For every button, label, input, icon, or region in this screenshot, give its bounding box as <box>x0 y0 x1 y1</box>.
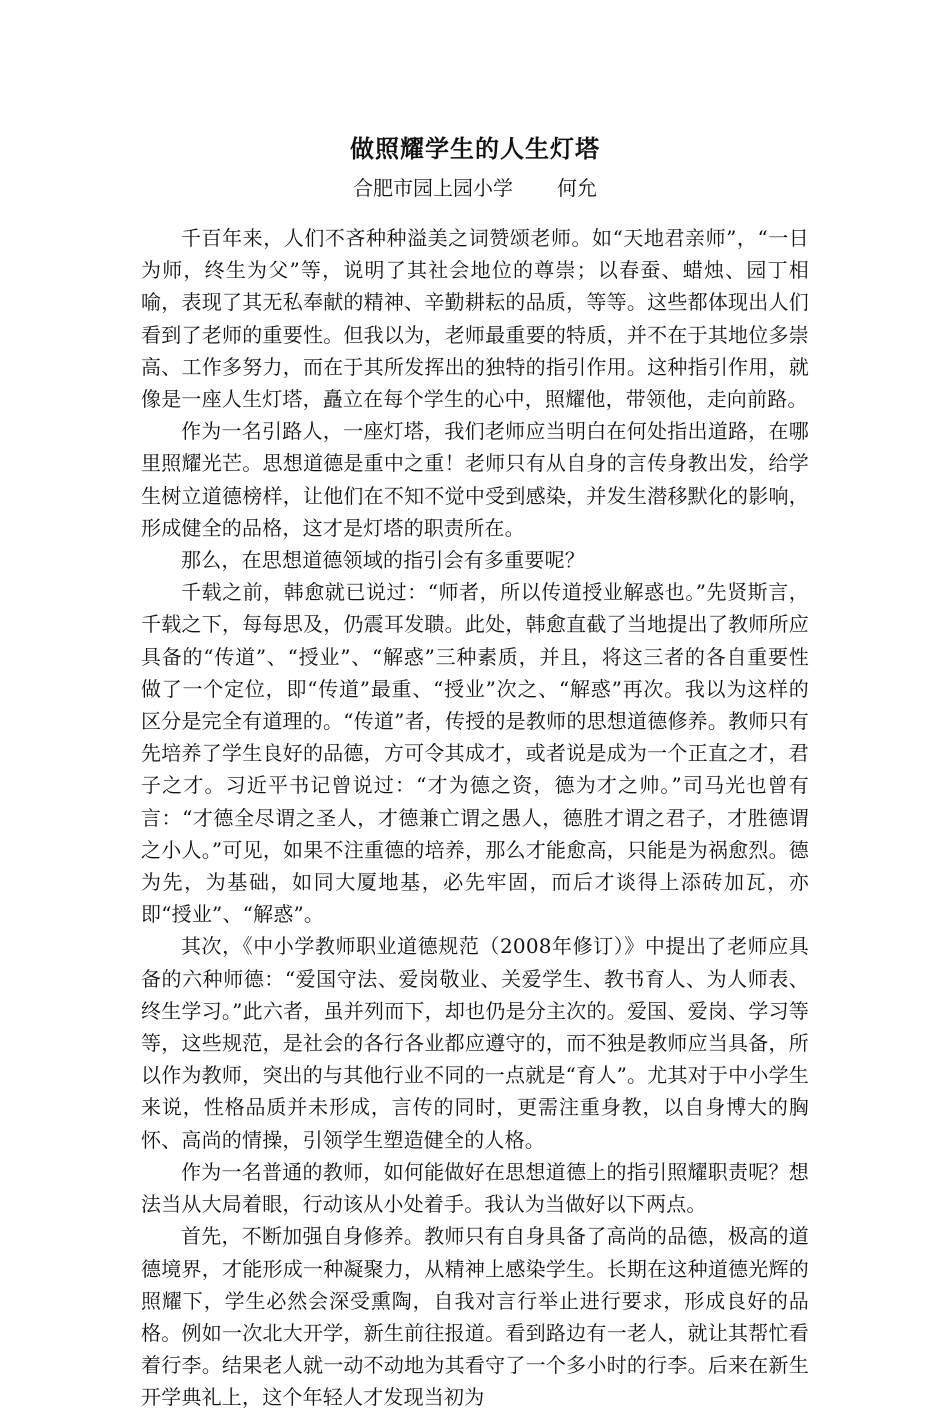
paragraph-5: 其次，《中小学教师职业道德规范（2008年修订）》中提出了老师应具备的六种师德：“爱国守法、爱岗敬业、关爱学生、教书育人、为人师表、终生学习。”此六者，虽并列而下，却也仍是分主次的。爱国、爱岗、学习等等，这些规范，是社会的各行各业都应遵守的，而不独是教师应当具备，所以作为教师，突出的与其他行业不同的一点就是“育人”。尤其对于中小学生来说，性格品质并未形成，言传的同时，更需注重身教，以自身博大的胸怀、高尚的情操，引领学生塑造健全的人格。 <box>141 934 809 1152</box>
paragraph-1: 千百年来，人们不吝种种溢美之词赞颂老师。如“天地君亲师”，“一日为师，终生为父”等，说明了其社会地位的尊崇；以春蚕、蜡烛、园丁相喻，表现了其无私奉献的精神、辛勤耕耘的品质，等等。这些都体现出人们看到了老师的重要性。但我以为，老师最重要的特质，并不在于其地位多崇高、工作多努力，而在于其所发挥出的独特的指引作用。这种指引作用，就像是一座人生灯塔，矗立在每个学生的心中，照耀他，带领他，走向前路。 <box>141 226 809 412</box>
paragraph-6: 作为一名普通的教师，如何能做好在思想道德上的指引照耀职责呢？想法当从大局着眼，行动该从小处着手。我认为当做好以下两点。 <box>141 1159 809 1217</box>
article-body <box>141 222 809 1414</box>
paragraph-4: 千载之前，韩愈就已说过：“师者，所以传道授业解惑也。”先贤斯言，千载之下，每每思及，仍震耳发聩。此处，韩愈直截了当地提出了教师所应具备的“传道”、“授业”、“解惑”三种素质，并且，将这三者的各自重要性做了一个定位，即“传道”最重、“授业”次之、“解惑”再次。我以为这样的区分是完全有道理的。“传道”者，传授的是教师的思想道德修养。教师只有先培养了学生良好的品德，方可令其成才，或者说是成为一个正直之才，君子之才。习近平书记曾说过：“才为德之资，德为才之帅。”司马光也曾有言：“才德全尽谓之圣人，才德兼亡谓之愚人，德胜才谓之君子，才胜德谓之小人。”可见，如果不注重德的培养，那么才能愈高，只能是为祸愈烈。德为先，为基础，如同大厦地基，必先牢固，而后才谈得上添砖加瓦，亦即“授业”、“解惑”。 <box>141 580 809 927</box>
paragraph-3: 那么，在思想道德领域的指引会有多重要呢？ <box>181 548 585 573</box>
author-name: 何允 <box>557 176 597 200</box>
document-title: 做照耀学生的人生灯塔 <box>350 135 600 163</box>
paragraph-2: 作为一名引路人，一座灯塔，我们老师应当明白在何处指出道路，在哪里照耀光芒。思想道德是重中之重！老师只有从自身的言传身教出发，给学生树立道德榜样，让他们在不知不觉中受到感染，并发生潜移默化的影响，形成健全的品格，这才是灯塔的职责所在。 <box>141 419 809 540</box>
author-school: 合肥市园上园小学 <box>353 176 513 200</box>
author-byline <box>0 174 950 202</box>
paragraph-7: 首先，不断加强自身修养。教师只有自身具备了高尚的品德，极高的道德境界，才能形成一种凝聚力，从精神上感染学生。长期在这种道德光辉的照耀下，学生必然会深受熏陶，自我对言行举止进行要求，形成良好的品格。例如一次北大开学，新生前往报道。看到路边有一老人，就让其帮忙看着行李。结果老人就一动不动地为其看守了一个多小时的行李。后来在新生开学典礼上，这个年轻人才发现当初为 <box>141 1224 809 1410</box>
